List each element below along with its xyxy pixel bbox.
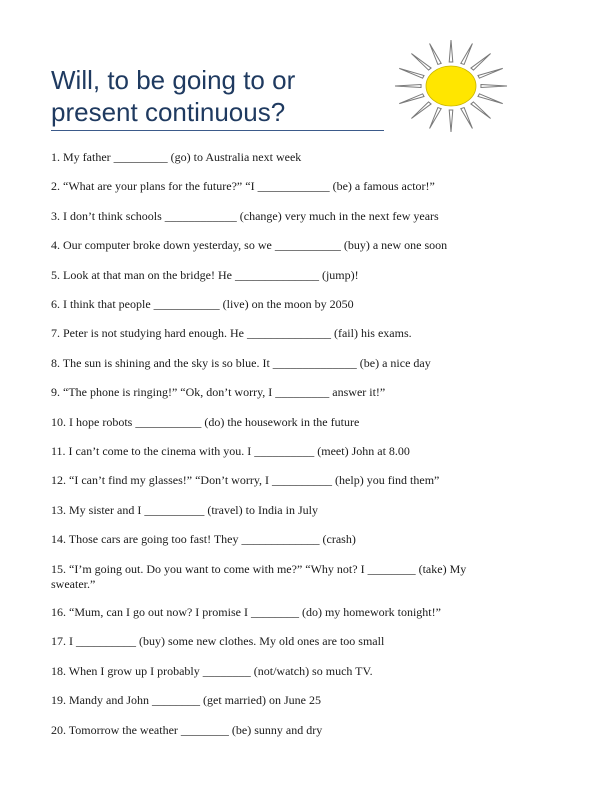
sun-ray xyxy=(430,44,442,65)
sun-ray xyxy=(461,44,473,65)
question-12: 12. “I can’t find my glasses!” “Don’t worry, I __________ (help) you find them” xyxy=(51,473,440,488)
sun-ray xyxy=(471,102,491,119)
sun-ray xyxy=(471,53,491,70)
title-line-1: Will, to be going to or xyxy=(51,65,296,95)
sun-ray xyxy=(449,110,453,132)
question-3: 3. I don’t think schools ____________ (change) very much in the next few years xyxy=(51,208,439,223)
question-19: 19. Mandy and John ________ (get married) on June 25 xyxy=(51,693,321,708)
question-20: 20. Tomorrow the weather ________ (be) sunny and dry xyxy=(51,722,323,737)
question-5: 5. Look at that man on the bridge! He ______________ (jump)! xyxy=(51,267,359,282)
question-16: 16. “Mum, can I go out now? I promise I ________ (do) my homework tonight!” xyxy=(51,605,441,619)
sun-icon xyxy=(392,38,510,134)
sun-ray xyxy=(399,94,424,104)
title-underline xyxy=(51,130,384,131)
sun-ray xyxy=(395,85,421,88)
sun-ray xyxy=(478,68,503,78)
sun-ray xyxy=(478,94,503,104)
sun-ray xyxy=(411,53,431,70)
question-1: 1. My father _________ (go) to Australia next week xyxy=(51,150,302,164)
sun-ray xyxy=(399,68,424,78)
question-8: 8. The sun is shining and the sky is so blue. It ______________ (be) a nice day xyxy=(51,355,431,370)
question-18: 18. When I grow up I probably ________ (not/watch) so much TV. xyxy=(51,663,373,678)
question-9: 9. “The phone is ringing!” “Ok, don’t worry, I _________ answer it!” xyxy=(51,385,386,400)
question-4: 4. Our computer broke down yesterday, so we ___________ (buy) a new one soon xyxy=(51,238,448,253)
question-17: 17. I __________ (buy) some new clothes. My old ones are too small xyxy=(51,634,385,649)
question-6: 6. I think that people ___________ (live) on the moon by 2050 xyxy=(51,297,354,311)
sun-ray xyxy=(481,85,507,88)
sun-ray xyxy=(461,108,473,129)
question-10: 10. I hope robots ___________ (do) the housework in the future xyxy=(51,414,360,429)
sun-ray xyxy=(430,108,442,129)
question-13: 13. My sister and I __________ (travel) to India in July xyxy=(51,502,318,517)
sun-ray xyxy=(449,40,453,62)
worksheet-title xyxy=(51,64,391,128)
title-line-2: present continuous? xyxy=(51,97,286,127)
question-15: 15. “I’m going out. Do you want to come with me?” “Why not? I ________ (take) My sweater.” xyxy=(51,561,467,591)
sun-ray xyxy=(411,102,431,119)
question-2: 2. “What are your plans for the future?” “I ____________ (be) a famous actor!” xyxy=(51,179,435,194)
question-11: 11. I can’t come to the cinema with you. I __________ (meet) John at 8.00 xyxy=(51,444,410,458)
question-14: 14. Those cars are going too fast! They _____________ (crash) xyxy=(51,532,356,547)
question-7: 7. Peter is not studying hard enough. He ______________ (fail) his exams. xyxy=(51,326,412,341)
